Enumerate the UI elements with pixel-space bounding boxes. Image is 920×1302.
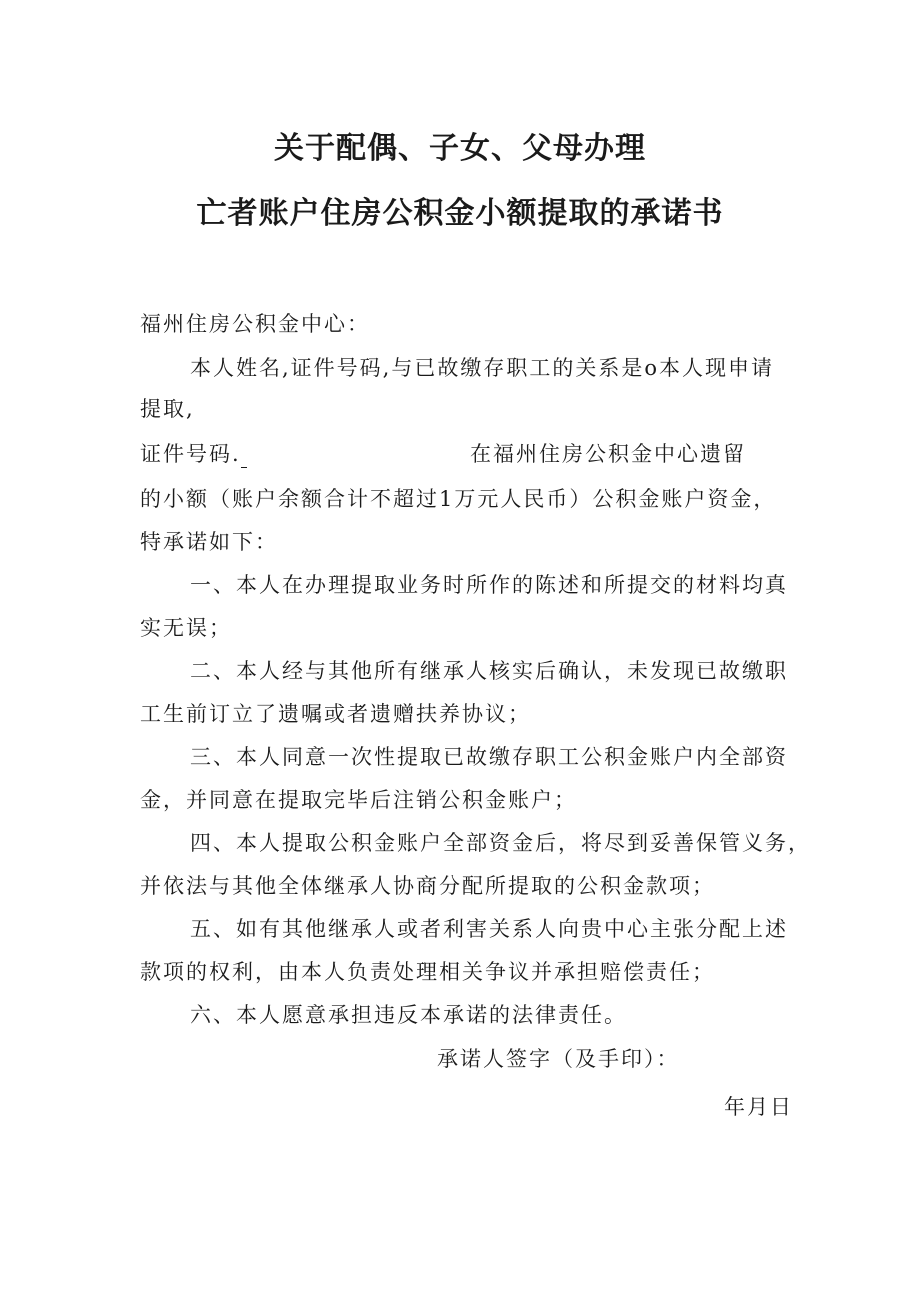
promise-5-line-2: 款项的权利，由本人负责处理相关争议并承担赔偿责任； bbox=[140, 960, 715, 984]
paragraph-applicant-line-2: 提取, bbox=[140, 397, 195, 421]
paragraph-amount-line-1: 的小额（账户余额合计不超过1万元人民币）公积金账户资金， bbox=[140, 487, 777, 511]
promise-3-line-1: 三、本人同意一次性提取已故缴存职工公积金账户内全部资 bbox=[190, 745, 788, 769]
id-number-blank bbox=[241, 445, 247, 468]
promise-1-line-1: 一、本人在办理提取业务时所作的陈述和所提交的材料均真 bbox=[190, 573, 788, 597]
document-title-line-2: 亡者账户住房公积金小额提取的承诺书 bbox=[196, 196, 724, 231]
promise-5-line-1: 五、如有其他继承人或者利害关系人向贵中心主张分配上述 bbox=[190, 917, 788, 941]
addressee: 福州住房公积金中心： bbox=[140, 312, 370, 336]
promise-2-line-2: 工生前订立了遗嘱或者遗赠扶养协议； bbox=[140, 702, 531, 726]
paragraph-applicant-line-1: 本人姓名,证件号码,与已故缴存职工的关系是o本人现申请 bbox=[190, 356, 774, 380]
date-label: 年月日 bbox=[724, 1095, 793, 1119]
signature-label: 承诺人签字（及手印）： bbox=[437, 1047, 680, 1071]
id-number-label: 证件号码. bbox=[140, 440, 249, 468]
promise-2-line-1: 二、本人经与其他所有继承人核实后确认，未发现已故缴职 bbox=[190, 659, 788, 683]
promise-3-line-2: 金，并同意在提取完毕后注销公积金账户； bbox=[140, 788, 577, 812]
paragraph-amount-line-2: 特承诺如下： bbox=[140, 530, 278, 554]
promise-4-line-2: 并依法与其他全体继承人协商分配所提取的公积金款项； bbox=[140, 874, 715, 898]
promise-1-line-2: 实无误； bbox=[140, 616, 232, 640]
promise-4-line-1: 四、本人提取公积金账户全部资金后，将尽到妥善保管义务， bbox=[190, 831, 811, 855]
fund-center-remaining: 在福州住房公积金中心遗留 bbox=[470, 442, 746, 466]
promise-6-line-1: 六、本人愿意承担违反本承诺的法律责任。 bbox=[190, 1003, 627, 1027]
document-title-line-1: 关于配偶、子女、父母办理 bbox=[274, 131, 646, 166]
